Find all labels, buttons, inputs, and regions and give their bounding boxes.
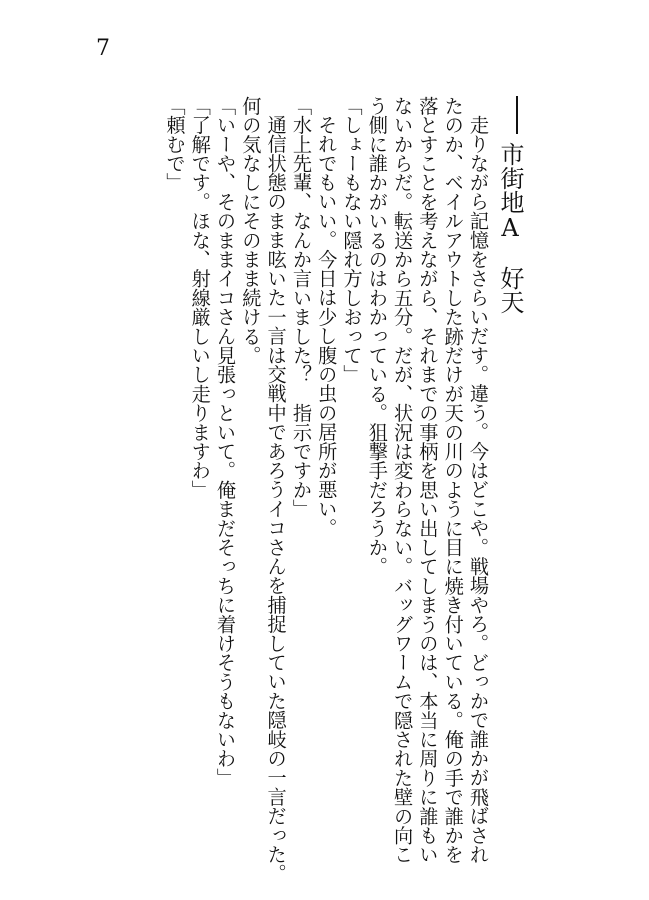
heading-weather: 好天 <box>496 266 524 314</box>
text-column: 落とすことを考えながら、それまでの事柄を思い出してしまうのは、本当に周りに誰もい <box>416 96 440 864</box>
text-column: 「了解です。ほな、射線厳しいし走りますわ」 <box>188 96 212 500</box>
text-column: それでもいい。今日は少し腹の虫の居所が悪い。 <box>315 115 339 538</box>
text-column: 「水上先輩、なんか言いました？ 指示ですか」 <box>289 96 313 519</box>
page-number: 7 <box>96 36 110 61</box>
text-column: 何の気なしにそのまま続ける。 <box>239 96 263 365</box>
text-column: う側に誰かがいるのはわかっている。狙撃手だろうか。 <box>365 96 389 576</box>
heading-title: 市街地A <box>496 142 524 242</box>
section-heading <box>493 96 527 396</box>
text-column: 「しょーもない隠れ方しおって」 <box>340 96 364 384</box>
text-area <box>19 96 649 896</box>
text-column: たのか、ベイルアウトした跡だけが天の川のように目に焼き付いている。俺の手で誰かを <box>441 96 465 865</box>
text-column: 走りながら記憶をさらいだす。違う。今はどこや。戦場やろ。どっかで誰かが飛ばされ <box>467 115 490 864</box>
text-column: 「いーや、そのままイコさん見張っといて。俺まだそっちに着けそうもないわ」 <box>214 96 238 788</box>
text-column: 通信状態のまま呟いた一言は交戦中であろうイコさんを捕捉していた隠岐の一言だった。 <box>264 115 288 883</box>
body-text <box>162 96 491 896</box>
text-column: ないからだ。転送から五分。だが、状況は変わらない。バッグワームで隠された壁の向こ <box>391 96 415 864</box>
text-column: 「頼むで」 <box>163 96 187 192</box>
heading-dash <box>516 96 518 134</box>
